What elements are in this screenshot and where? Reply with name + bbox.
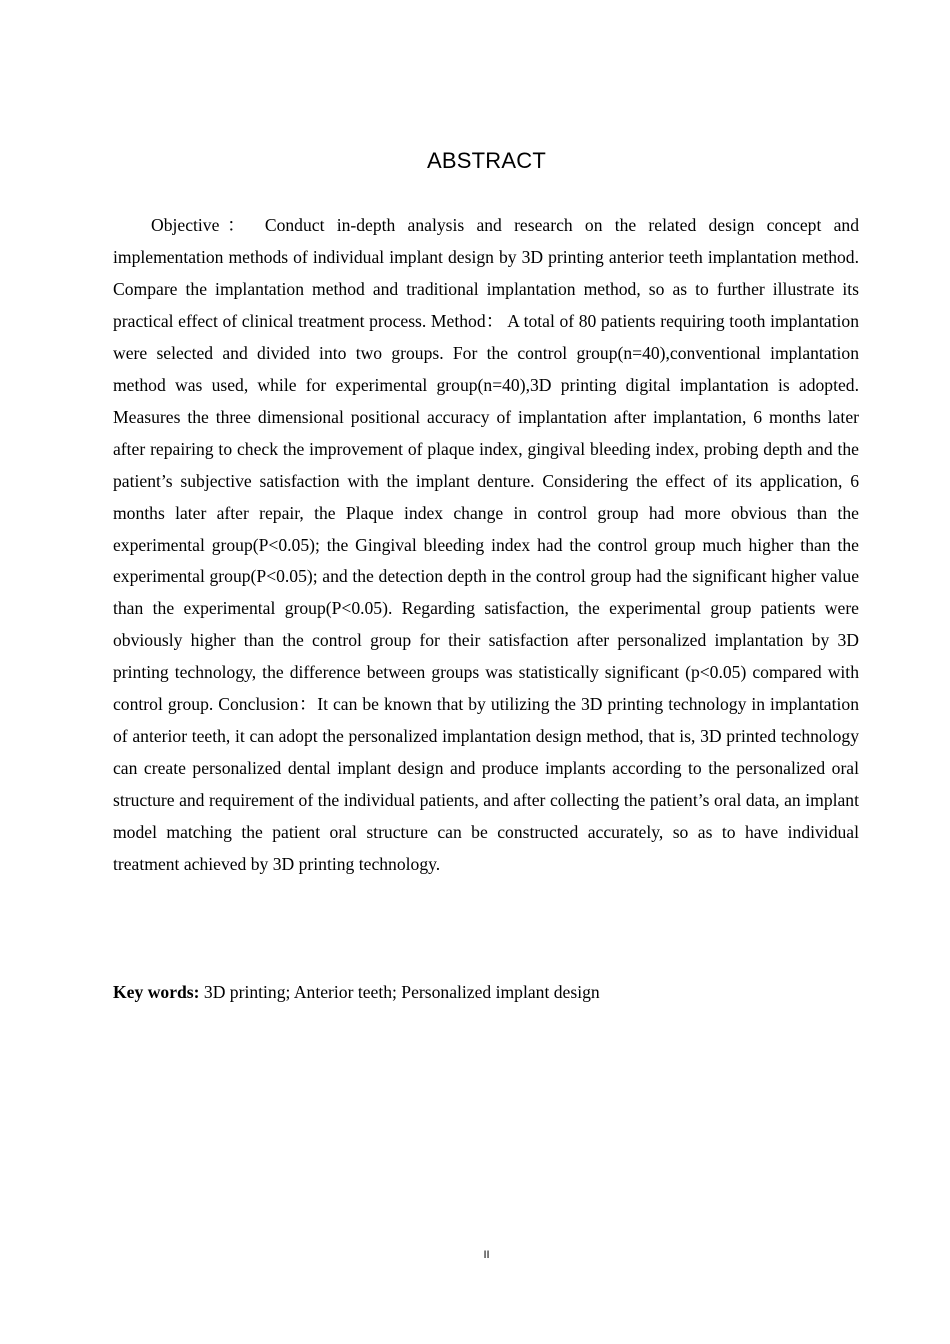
abstract-body: Objective： Conduct in-depth analysis and research on the related design concept and implementation methods of individual implant design by 3D printing anterior teeth implantation method. Compare the implantation method and traditional implantation method, so as to further illustrate its practical effect of clinical treatment process. Method： A total of 80 patients requiring tooth implantation were selected and divided into two groups. For the control group(n=40),conventional implantation method was used, while for experimental group(n=40),3D printing digital implantation is adopted. Measures the three dimensional positional accuracy of implantation after implantation, 6 months later after repairing to check the improvement of plaque index, gingival bleeding index, probing depth and the patient’s subjective satisfaction with the implant denture. Considering the effect of its application, 6 months later after repair, the Plaque index change in control group had more obvious than the experimental group(P<0.05); the Gingival bleeding index had the control group much higher than the experimental group(P<0.05); and the detection depth in the control group had the significant higher value than the experimental group(P<0.05). Regarding satisfaction, the experimental group patients were obviously higher than the control group for their satisfaction after personalized implantation by 3D printing technology, the difference between groups was statistically significant (p<0.05) compared with control group. Conclusion：It can be known that by utilizing the 3D printing technology in implantation of anterior teeth, it can adopt the personalized implantation design method, that is, 3D printed technology can create personalized dental implant design and produce implants according to the personalized oral structure and requirement of the individual patients, and after collecting the patient’s oral data, an implant model matching the patient oral structure can be constructed accurately, so as to have individual treatment achieved by 3D printing technology. [113, 215, 859, 875]
keywords-text: 3D printing; Anterior teeth; Personalized implant design [199, 982, 600, 1002]
abstract-title: ABSTRACT [427, 148, 546, 173]
page-number: II [483, 1249, 490, 1261]
keywords-line [113, 976, 859, 1008]
keywords-label: Key words: [113, 982, 200, 1002]
